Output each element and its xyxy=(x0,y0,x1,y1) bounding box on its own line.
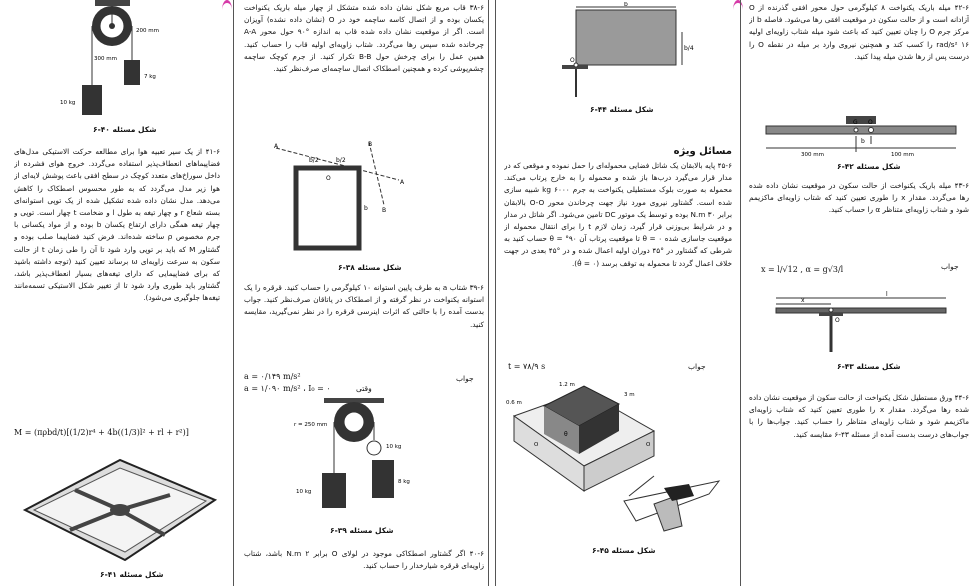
problem-6-40-text xyxy=(244,548,484,586)
fig45-label: 3 m xyxy=(624,392,635,398)
problem-6-42-text xyxy=(749,2,969,112)
fig39-label: r = 250 mm xyxy=(294,422,328,428)
fig42-label: 100 mm xyxy=(891,152,914,158)
fig40-label: 10 kg xyxy=(60,100,76,106)
answer-6-45: t = ۷۸/۹ s xyxy=(508,362,546,371)
caption-6-39: شکل مسئله ۳۹-۶ xyxy=(330,526,394,535)
fig38-label: B xyxy=(368,141,373,148)
caption-6-44: شکل مسئله ۴۴-۶ xyxy=(590,105,654,114)
answer-6-43: x = l/√12 , α = g√3/l xyxy=(761,265,844,274)
fig45-label: θ xyxy=(564,431,568,438)
figure-6-44 xyxy=(556,2,696,102)
figure-6-38 xyxy=(274,140,414,258)
fig42-label: 300 mm xyxy=(801,152,824,158)
problem-6-41: ۴۱-۶ از یک سیر تعبیه هوا برای مطالعه حرکت الاستیکی مدل‌های فضاپیماهای انعطاف‌پذیر استفاده می‌گردد. خروج هوای فشرده از داخل سوراخ‌های متعدد کوچک در سطح افقی باعث پوشش لایه‌ای از هوا زیر مدل می‌گردد که به طور محسوس اصطکاک را کاهش می‌دهد. مدل نشان داده شده تشکیل شده از یک توپی استوانه‌ای بسته شعاع r و چهار تیغه به طول l و ضخامت t چهار است. توپی و چهار تیغه همگی دارای ارتفاع یکسان b بوده و از مواد یکسانی با جرم مخصوص ρ ساخته شده‌اند. فرض کنید فضاپیما صلب بوده و گشتاور M که باید بر توپی وارد شود تا آن را طی زمان t از حالت سکون به سرعت زاویه‌ای ω برساند تعیین کنید (توجه داشته باشید که برای فضاپیمایی که دارای تیغه‌های بسیار انعطاف‌پذیر باشد، گشتاور باید طوری وارد شود تا از تغییر شکل الاستیکی تسمه‌مانند تیغه‌ها جلوگیری می‌شود). xyxy=(14,147,220,303)
fig44-label: O xyxy=(570,57,575,64)
formula-6-41: M = (πρbd/t)[(1/2)r⁴ + 4b((1/3)l² + rl + r²)] xyxy=(14,428,189,437)
problem-6-44: ۴۴-۶ ورق مستطیل شکل یکنواخت از حالت سکون از موقعیت نشان داده شده رها می‌گردد. مقدار x را طوری تعیین کنید که شتاب زاویه‌ای ماکزیمم شود و شتاب زاویه‌ای متناظر را حساب کنید. جواب‌ها را با جواب‌های درست بدست آمده از مسئله ۴۳-۶ مقایسه کنید. xyxy=(749,393,969,439)
answer-label: جواب xyxy=(688,362,706,371)
figure-6-39 xyxy=(294,398,434,518)
caption-6-41: شکل مسئله ۴۱-۶ xyxy=(100,570,164,579)
fig38-label: B xyxy=(382,207,387,214)
caption-6-38: شکل مسئله ۳۸-۶ xyxy=(338,263,402,272)
caption-6-42: شکل مسئله ۴۲-۶ xyxy=(837,162,901,171)
problem-6-41-text xyxy=(14,146,220,391)
fig38-label: b xyxy=(364,205,368,212)
problem-6-42: ۴۲-۶ میله باریک یکنواخت ۸ کیلوگرمی حول محور افقی گذرنده از O آزادانه است و از حالت سکون در موقعیت افقی رها می‌شود. فاصله b از مرکز جرم O را چنان تعیین کنید که باعث شود میله شتاب زاویه‌ای اولیه ۱۶ rad/s² را کسب کند و همچنین نیروی وارد بر میله در نقطه O را درست پس از رها شدن میله پیدا کنید. xyxy=(749,3,969,61)
column-2 xyxy=(234,0,488,586)
fig45-label: 1.2 m xyxy=(559,382,575,388)
fig45-label: 0.6 m xyxy=(506,400,522,406)
caption-6-43: شکل مسئله ۴۳-۶ xyxy=(837,362,901,371)
fig38-label: b/2 xyxy=(309,157,319,164)
fig43-label: x xyxy=(801,297,805,304)
fig44-label: b/4 xyxy=(684,45,694,52)
fig39-label: 10 kg xyxy=(386,444,402,450)
fig43-label: O xyxy=(835,317,840,324)
answer-6-39-a: a = ۰/۱۴۹ m/s² xyxy=(244,372,301,381)
fig42-label: b xyxy=(861,138,865,145)
fig40-label: 300 mm xyxy=(94,56,117,62)
problem-6-45: ۴۵-۶ پایه بالابقان یک شاتل فضایی محموله‌ای را حمل نموده و موقعی که در مدار قرار می‌گیرد درب‌ها باز شده و محموله را به خارج پرتاب می‌کند. محموله به صورت بلوک مستطیلی یکنواخت به جرم kg ۶۰۰۰ شبیه سازی شده است. گشتاور نیروی مورد نیاز جهت چرخاندن محور O-O بالابقان برابر N.m ۳۰ بوده و توسط یک موتور DC تامین می‌شود. اگر شاتل در مدار و در شرایط بی‌وزنی قرار گیرد، زمان لازم t را برای انتقال محموله از موقعیت جاسازی شده θ = ۰ تا موقعیت پرتاب آن θ = °۹۰ حساب کنید به شرطی که گشتاور در °۴۵ دوران اولیه اعمال شده و در °۴۵ بعدی در جهت خلاف اعمال گردد تا محموله به توقف برسد (θ̇ = ۰). xyxy=(504,161,732,268)
figure-6-45 xyxy=(504,376,732,536)
problem-6-39: ۳۹-۶ شتاب a به طرف پایین استوانه ۱۰ کیلوگرمی را حساب کنید. قرقره را یک استوانه یکنواخت در نظر گرفته و از اصطکاک در یاتاقان صرف‌نظر کنید. جواب بدست آمده را با حالتی که اثرات اینرسی قرقره را در نظر نمی‌گیرید، مقایسه کنید. xyxy=(244,283,484,329)
problem-6-45-text xyxy=(504,160,732,360)
section-heading: مسائل ویژه xyxy=(673,146,732,157)
fig45-label: O xyxy=(534,442,539,448)
fig43-label: l xyxy=(886,291,888,298)
fig39-label: 10 kg xyxy=(296,489,312,495)
problem-6-38: ۳۸-۶ قاب مربع شکل نشان داده شده متشکل از چهار میله باریک یکنواخت یکسان بوده و از اتصال کاسه ساچمه خود در O (نشان داده نشده) آویزان است. اگر از موقعیت نشان داده شده قاب به اندازه °۹۰ حول محور A-A چرخانده شده سپس رها می‌گردد. شتاب زاویه‌ای اولیه قاب را حساب کنید. همین عمل را برای چرخش حول B-B تکرار کنید. از جرم کوچک ساچمه چشم‌پوشی کرده و همچنین اصطکاک اتصال ساچمه‌ای صرف‌نظر کنید. xyxy=(244,3,484,74)
column-4 xyxy=(741,0,975,586)
fig38-label: O xyxy=(326,175,331,182)
column-divider xyxy=(488,0,489,586)
caption-6-40: شکل مسئله ۴۰-۶ xyxy=(93,125,157,134)
figure-6-41 xyxy=(20,455,220,565)
problem-6-40: ۴۰-۶ اگر گشتاور اصطکاکی موجود در لولای O برابر N.m ۲ باشد، شتاب زاویه‌ای قرقره شیارخدار را حساب کنید. xyxy=(244,549,484,571)
problem-6-39-text xyxy=(244,282,484,357)
figure-6-42 xyxy=(761,112,961,158)
fig42-label: G xyxy=(853,119,858,126)
column-3 xyxy=(496,0,740,586)
answer-label: جواب xyxy=(456,374,474,383)
figure-6-43 xyxy=(771,290,951,358)
fig40-label: 200 mm xyxy=(136,28,159,34)
fig40-label: 7 kg xyxy=(144,74,156,80)
problem-6-43-text xyxy=(749,180,969,248)
fig38-label: A xyxy=(400,179,405,186)
caption-6-45: شکل مسئله ۴۵-۶ xyxy=(592,546,656,555)
problem-6-38-text xyxy=(244,2,484,137)
answer-label: جواب xyxy=(941,262,959,271)
fig38-label: A xyxy=(274,143,279,150)
answer-6-39-b: a = ۱/۰۹۰ m/s² ، I₀ = ۰ xyxy=(244,384,331,393)
problem-6-43: ۴۳-۶ میله باریک یکنواخت از حالت سکون در موقعیت نشان داده شده رها می‌گردد. مقدار x را طوری تعیین کنید که شتاب زاویه‌ای ماکزیمم شود و شتاب زاویه‌ای متناظر α را حساب کنید. xyxy=(749,181,969,215)
fig45-label: O xyxy=(646,442,651,448)
figure-6-40 xyxy=(60,0,200,120)
fig39-label: 8 kg xyxy=(398,479,410,485)
column-1 xyxy=(0,0,233,586)
fig44-label: b xyxy=(624,2,628,8)
problem-6-44-text xyxy=(749,392,969,472)
fig42-label: O xyxy=(868,119,873,126)
fig38-label: b/2 xyxy=(336,157,346,164)
answer-6-39-note: وقتی xyxy=(356,384,372,393)
